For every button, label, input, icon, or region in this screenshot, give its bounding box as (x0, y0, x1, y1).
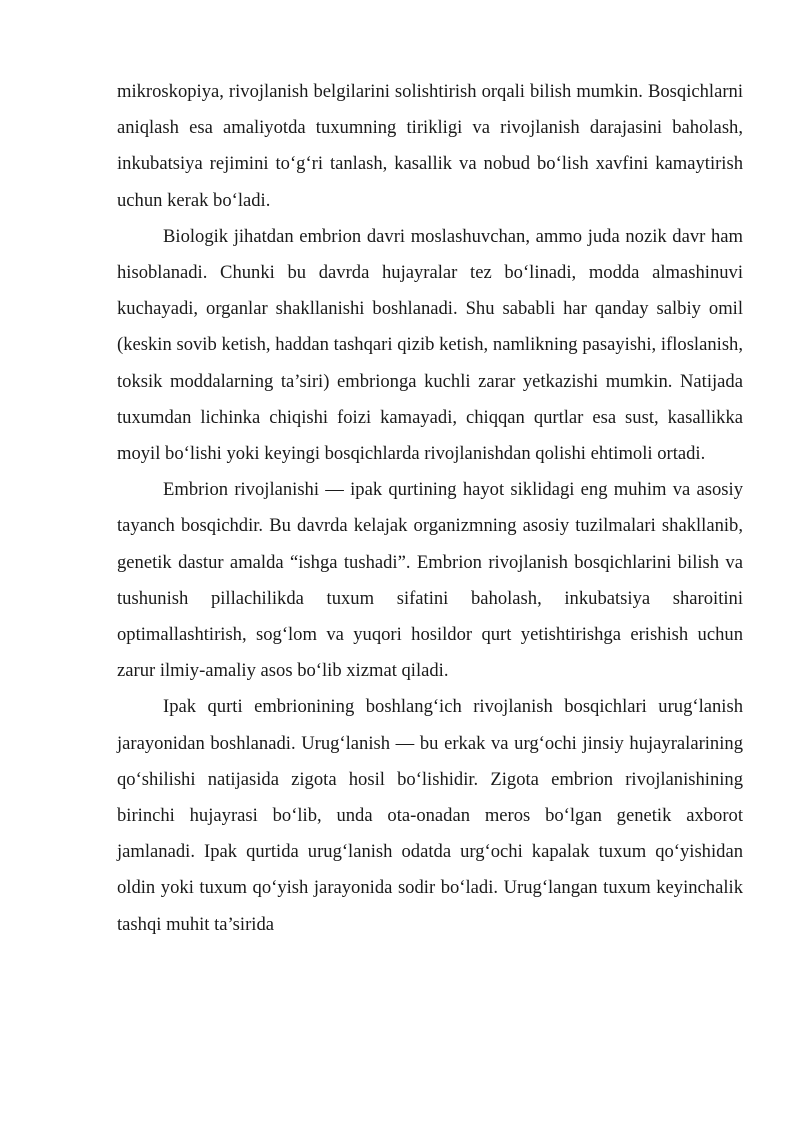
document-page (117, 74, 743, 943)
paragraph-embryo-development: Embrion rivojlanishi — ipak qurtining hayot siklidagi eng muhim va asosiy tayanch bosqichdir. Bu davrda kelajak organizmning asosiy tuzilmalari shakllanib, genetik dastur amalda “ishga tushadi”. Embrion rivojlanish bosqichlarini bilish va tushunish pillachilikda tuxum sifatini baholash, inkubatsiya sharoitini optimallashtirish, sog‘lom va yuqori hosildor qurt yetishtirishga erishish uchun zarur ilmiy-amaliy asos bo‘lib xizmat qiladi. (117, 479, 743, 682)
paragraph-fertilization: Ipak qurti embrionining boshlang‘ich rivojlanish bosqichlari urug‘lanish jarayonidan boshlanadi. Urug‘lanish — bu erkak va urg‘ochi jinsiy hujayralarining qo‘shilishi natijasida zigota hosil bo‘lishidir. Zigota embrion rivojlanishining birinchi hujayrasi bo‘lib, unda ota-onadan meros bo‘lgan genetik axborot jamlanadi. Ipak qurtida urug‘lanish odatda urg‘ochi kapalak tuxum qo‘yishidan oldin yoki tuxum qo‘yish jarayonida sodir bo‘ladi. Urug‘langan tuxum keyinchalik tashqi muhit ta’sirida (117, 696, 743, 935)
paragraph-continuation: mikroskopiya, rivojlanish belgilarini solishtirish orqali bilish mumkin. Bosqichlarni aniqlash esa amaliyotda tuxumning tirikligi va rivojlanish darajasini baholash, inkubatsiya rejimini to‘g‘ri tanlash, kasallik va nobud bo‘lish xavfini kamaytirish uchun kerak bo‘ladi. (117, 81, 743, 211)
paragraph-embryo-period: Biologik jihatdan embrion davri moslashuvchan, ammo juda nozik davr ham hisoblanadi. Chunki bu davrda hujayralar tez bo‘linadi, modda almashinuvi kuchayadi, organlar shakllanishi boshlanadi. Shu sababli har qanday salbiy omil (keskin sovib ketish, haddan tashqari qizib ketish, namlikning pasayishi, ifloslanish, toksik moddalarning ta’siri) embrionga kuchli zarar yetkazishi mumkin. Natijada tuxumdan lichinka chiqishi foizi kamayadi, chiqqan qurtlar esa sust, kasallikka moyil bo‘lishi yoki keyingi bosqichlarda rivojlanishdan qolishi ehtimoli ortadi. (117, 225, 743, 465)
